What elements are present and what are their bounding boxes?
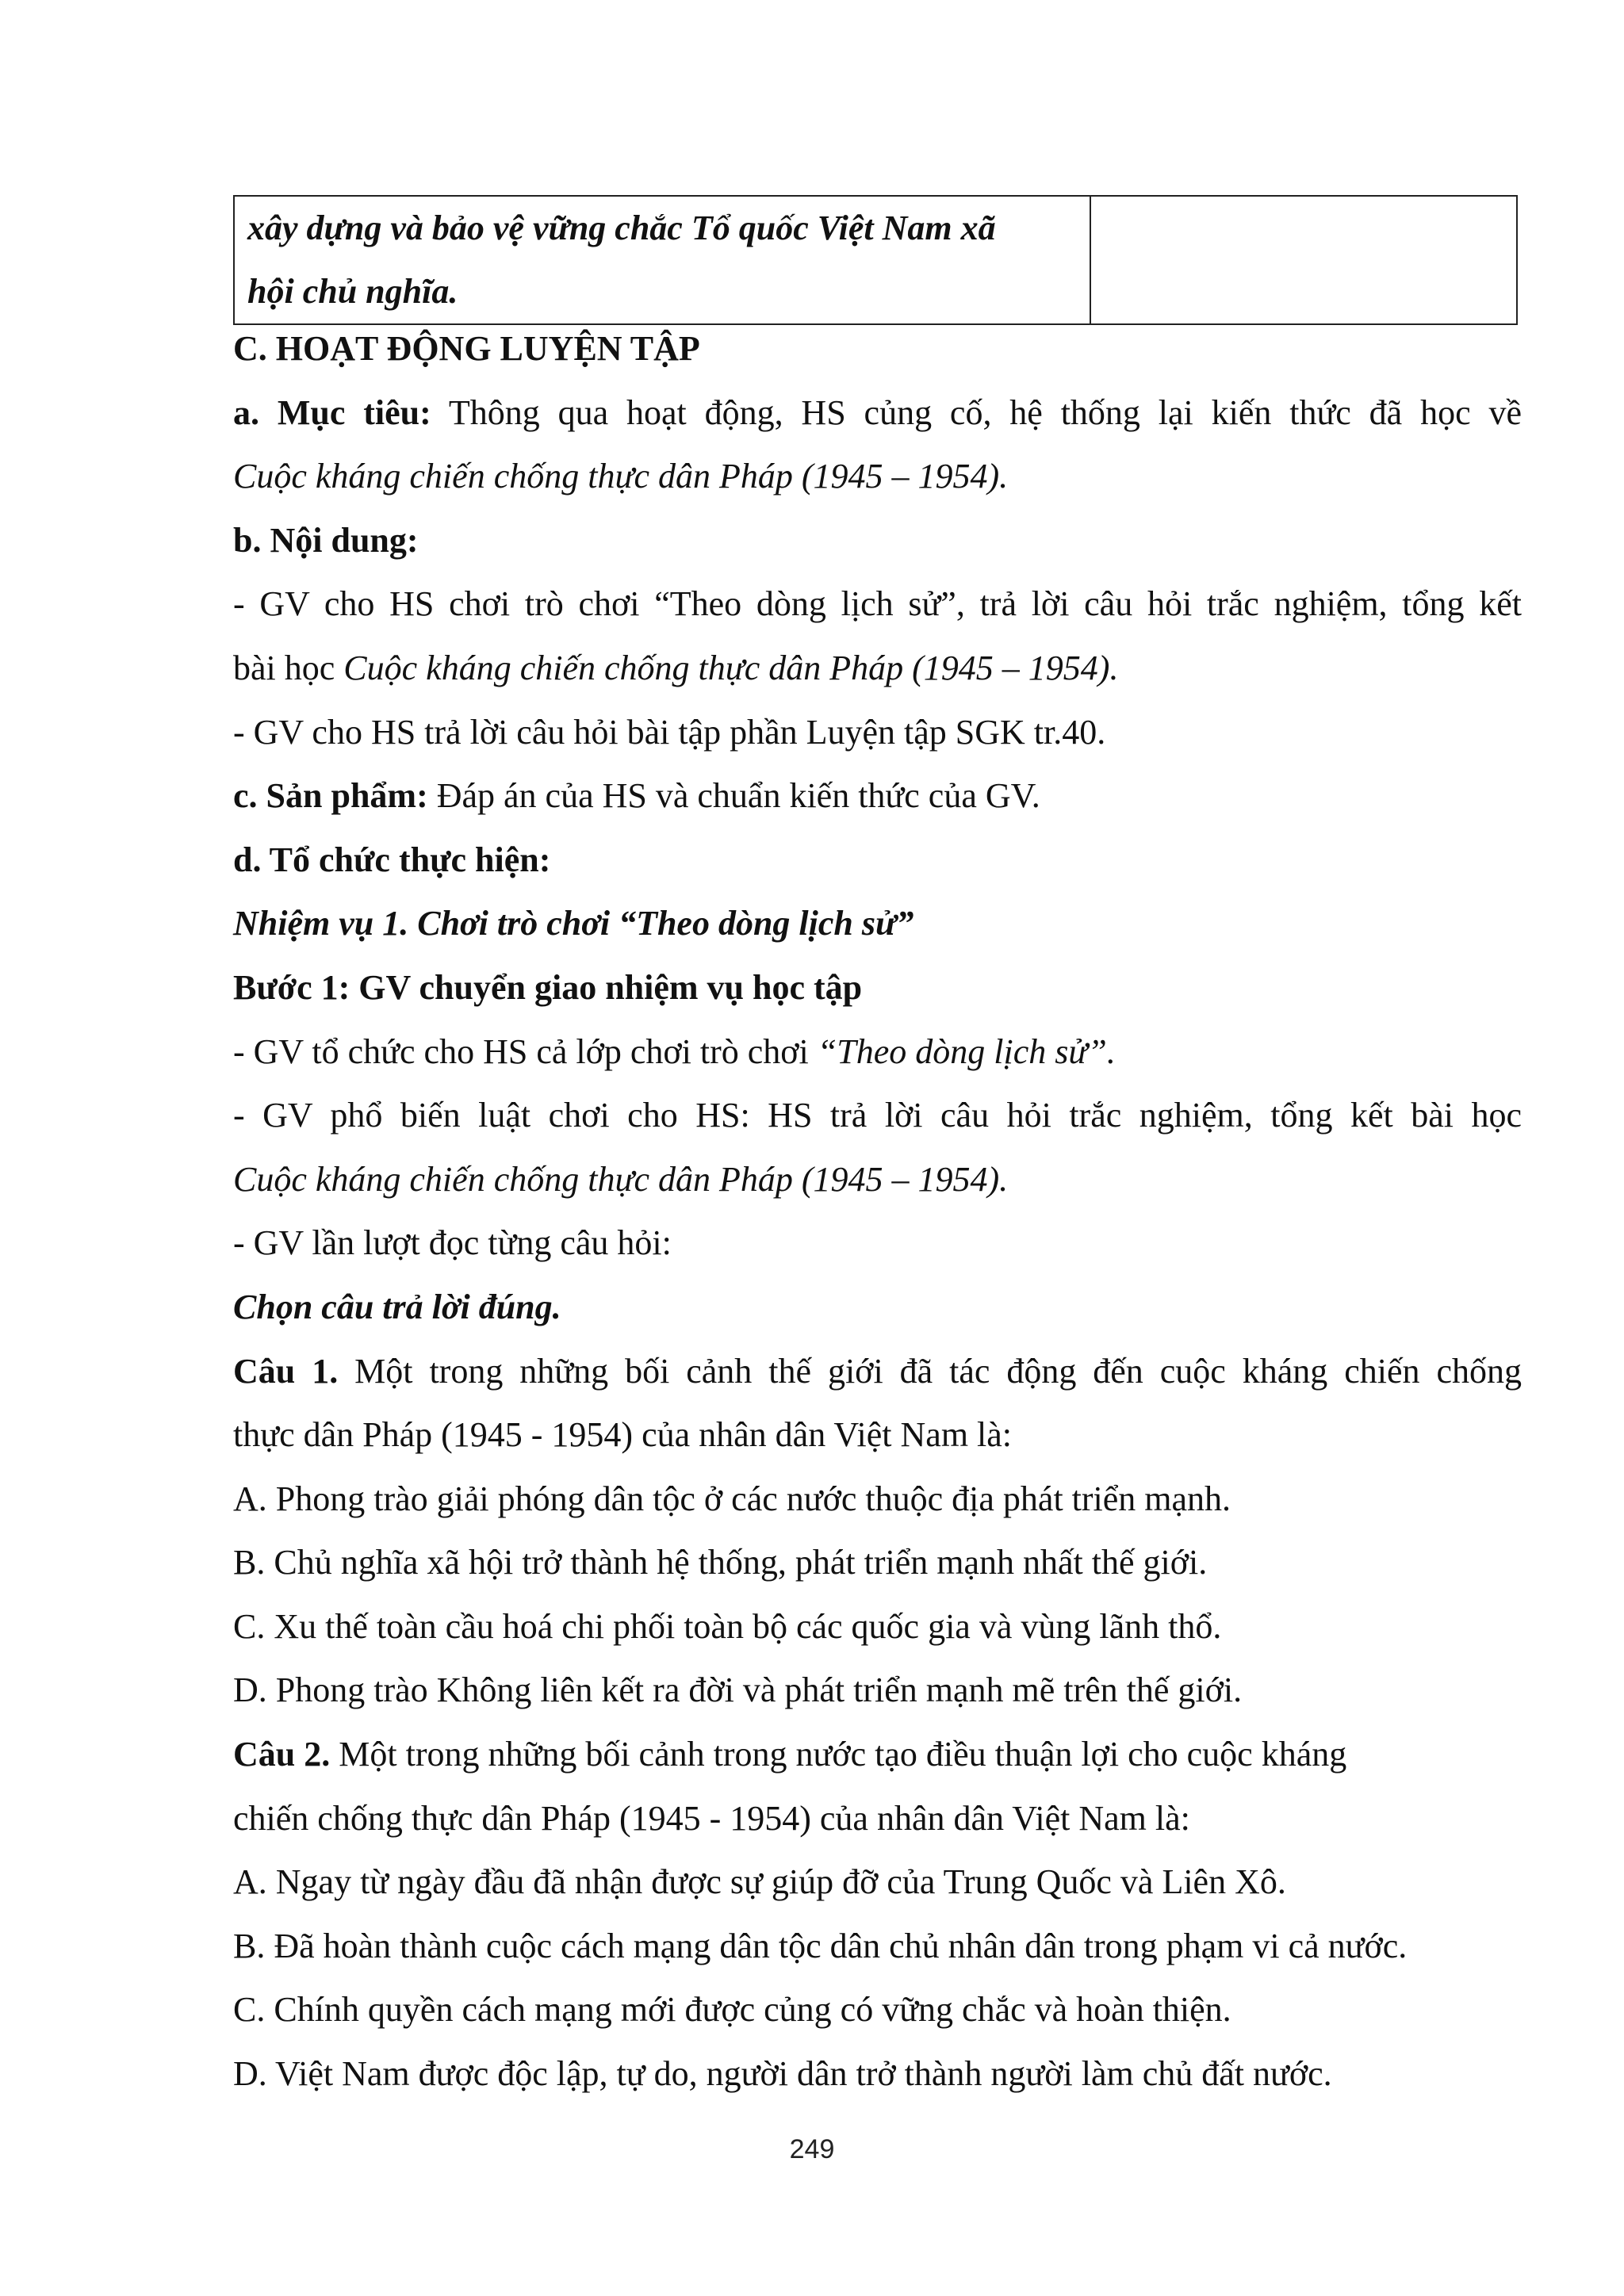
objective-paragraph (233, 381, 1522, 446)
task-heading: Nhiệm vụ 1. Chơi trò chơi “Theo dòng lịch sử” (233, 904, 914, 943)
table-cell-line: hội chủ nghĩa. (247, 272, 458, 311)
table-cell-left (234, 196, 1090, 324)
instruction: Chọn câu trả lời đúng. (233, 1287, 561, 1326)
objective-italic-line: Cuộc kháng chiến chống thực dân Pháp (1945 – 1954). (233, 457, 1009, 496)
answer-option: C. Xu thế toàn cầu hoá chi phối toàn bộ các quốc gia và vùng lãnh thổ. (233, 1606, 1222, 1646)
question-label: Câu 2. (233, 1735, 331, 1774)
table-row (234, 196, 1517, 324)
page-number: 249 (789, 2134, 835, 2164)
step-line (233, 1020, 1522, 1085)
question-stem (233, 1340, 1522, 1404)
table-cell-right (1090, 196, 1517, 324)
question-stem-line: chiến chống thực dân Pháp (1945 - 1954) của nhân dân Việt Nam là: (233, 1798, 1190, 1838)
content-line-prefix: bài học (233, 648, 344, 687)
answer-option: A. Phong trào giải phóng dân tộc ở các nước thuộc địa phát triển mạnh. (233, 1479, 1231, 1518)
question-stem (233, 1723, 1522, 1787)
product-paragraph (233, 764, 1522, 828)
question-stem-line: thực dân Pháp (1945 - 1954) của nhân dân Việt Nam là: (233, 1415, 1013, 1455)
product-label: c. Sản phẩm: (233, 776, 428, 816)
question-label: Câu 1. (233, 1351, 339, 1391)
step-line-italic: “Theo dòng lịch sử”. (817, 1031, 1116, 1071)
step-line-prefix: - GV tổ chức cho HS cả lớp chơi trò chơi (233, 1031, 818, 1071)
continuation-table (233, 195, 1518, 325)
table-cell-line: xây dựng và bảo vệ vững chắc Tổ quốc Việt Nam xã (247, 209, 996, 247)
step-heading: Bước 1: GV chuyển giao nhiệm vụ học tập (233, 967, 863, 1007)
objective-label: a. Mục tiêu: (233, 392, 431, 432)
content-line: - GV cho HS chơi trò chơi “Theo dòng lịch sử”, trả lời câu hỏi trắc nghiệm, tổng kết (233, 584, 1522, 624)
step-line: - GV lần lượt đọc từng câu hỏi: (233, 1223, 672, 1263)
product-text: Đáp án của HS và chuẩn kiến thức của GV. (427, 776, 1040, 816)
implementation-label: d. Tổ chức thực hiện: (233, 840, 551, 879)
section-heading: C. HOẠT ĐỘNG LUYỆN TẬP (233, 329, 700, 368)
step-line: - GV phổ biến luật chơi cho HS: HS trả lời câu hỏi trắc nghiệm, tổng kết bài học (233, 1096, 1522, 1135)
content-line: - GV cho HS trả lời câu hỏi bài tập phần Luyện tập SGK tr.40. (233, 712, 1106, 752)
answer-option: A. Ngay từ ngày đầu đã nhận được sự giúp đỡ của Trung Quốc và Liên Xô. (233, 1862, 1286, 1902)
answer-option: D. Việt Nam được độc lập, tự do, người dân trở thành người làm chủ đất nước. (233, 2054, 1332, 2094)
step-line-italic: Cuộc kháng chiến chống thực dân Pháp (1945 – 1954). (233, 1159, 1009, 1199)
content-label: b. Nội dung: (233, 520, 419, 560)
content-line (233, 637, 1522, 701)
answer-option: B. Chủ nghĩa xã hội trở thành hệ thống, phát triển mạnh nhất thế giới. (233, 1543, 1208, 1582)
objective-text: Thông qua hoạt động, HS củng cố, hệ thống lại kiến thức đã học về (431, 392, 1522, 432)
answer-option: D. Phong trào Không liên kết ra đời và phát triển mạnh mẽ trên thế giới. (233, 1670, 1243, 1710)
answer-option: B. Đã hoàn thành cuộc cách mạng dân tộc dân chủ nhân dân trong phạm vi cả nước. (233, 1926, 1408, 1965)
answer-option: C. Chính quyền cách mạng mới được củng có vững chắc và hoàn thiện. (233, 1990, 1231, 2030)
document-body (233, 317, 1522, 2107)
question-text: Một trong những bối cảnh trong nước tạo điều thuận lợi cho cuộc kháng (330, 1735, 1347, 1774)
content-line-italic: Cuộc kháng chiến chống thực dân Pháp (1945 – 1954). (343, 648, 1119, 687)
question-text: Một trong những bối cảnh thế giới đã tác động đến cuộc kháng chiến chống (338, 1351, 1522, 1391)
